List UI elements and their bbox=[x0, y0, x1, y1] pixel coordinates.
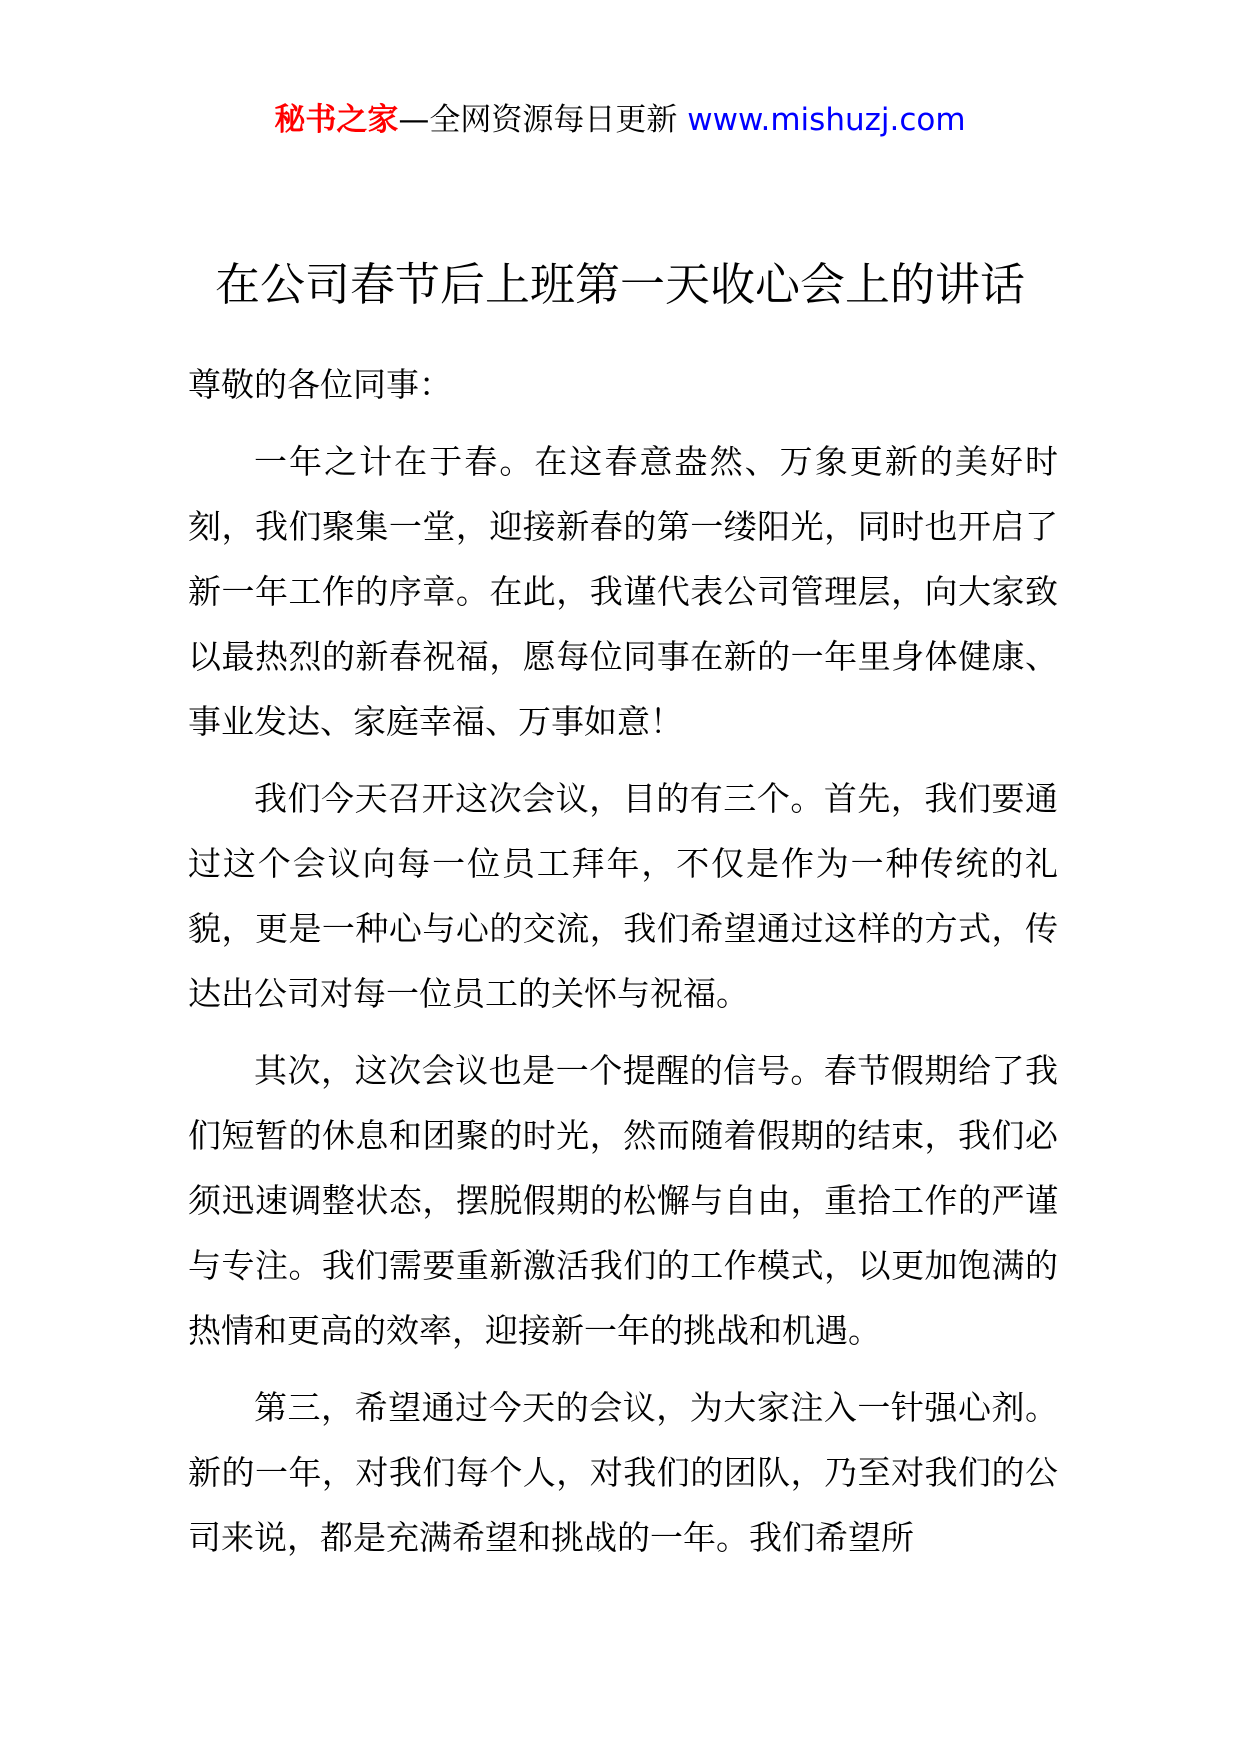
document-body bbox=[188, 352, 1058, 1582]
site-header bbox=[0, 98, 1240, 142]
brand-name: 秘书之家 bbox=[274, 102, 399, 138]
body-paragraph: 我们今天召开这次会议，目的有三个。首先，我们要通过这个会议向每一位员工拜年，不仅是作为一种传统的礼貌，更是一种心与心的交流，我们希望通过这样的方式，传达出公司对每一位员工的关怀与祝福。 bbox=[188, 779, 1058, 1013]
body-paragraph: 其次，这次会议也是一个提醒的信号。春节假期给了我们短暂的休息和团聚的时光，然而随着假期的结束，我们必须迅速调整状态，摆脱假期的松懈与自由，重拾工作的严谨与专注。我们需要重新激活我们的工作模式，以更加饱满的热情和更高的效率，迎接新一年的挑战和机遇。 bbox=[188, 1051, 1058, 1350]
salutation: 尊敬的各位同事： bbox=[188, 365, 452, 404]
site-url-link[interactable]: www.mishuzj.com bbox=[687, 102, 966, 138]
document-title: 在公司春节后上班第一天收心会上的讲话 bbox=[214, 258, 1025, 311]
header-tagline: —全网资源每日更新 bbox=[398, 102, 678, 138]
body-paragraph: 第三，希望通过今天的会议，为大家注入一针强心剂。新的一年，对我们每个人，对我们的团队，乃至对我们的公司来说，都是充满希望和挑战的一年。我们希望所 bbox=[188, 1388, 1058, 1557]
body-paragraph: 一年之计在于春。在这春意盎然、万象更新的美好时刻，我们聚集一堂，迎接新春的第一缕阳光，同时也开启了新一年工作的序章。在此，我谨代表公司管理层，向大家致以最热烈的新春祝福，愿每位同事在新的一年里身体健康、事业发达、家庭幸福、万事如意！ bbox=[188, 442, 1058, 741]
